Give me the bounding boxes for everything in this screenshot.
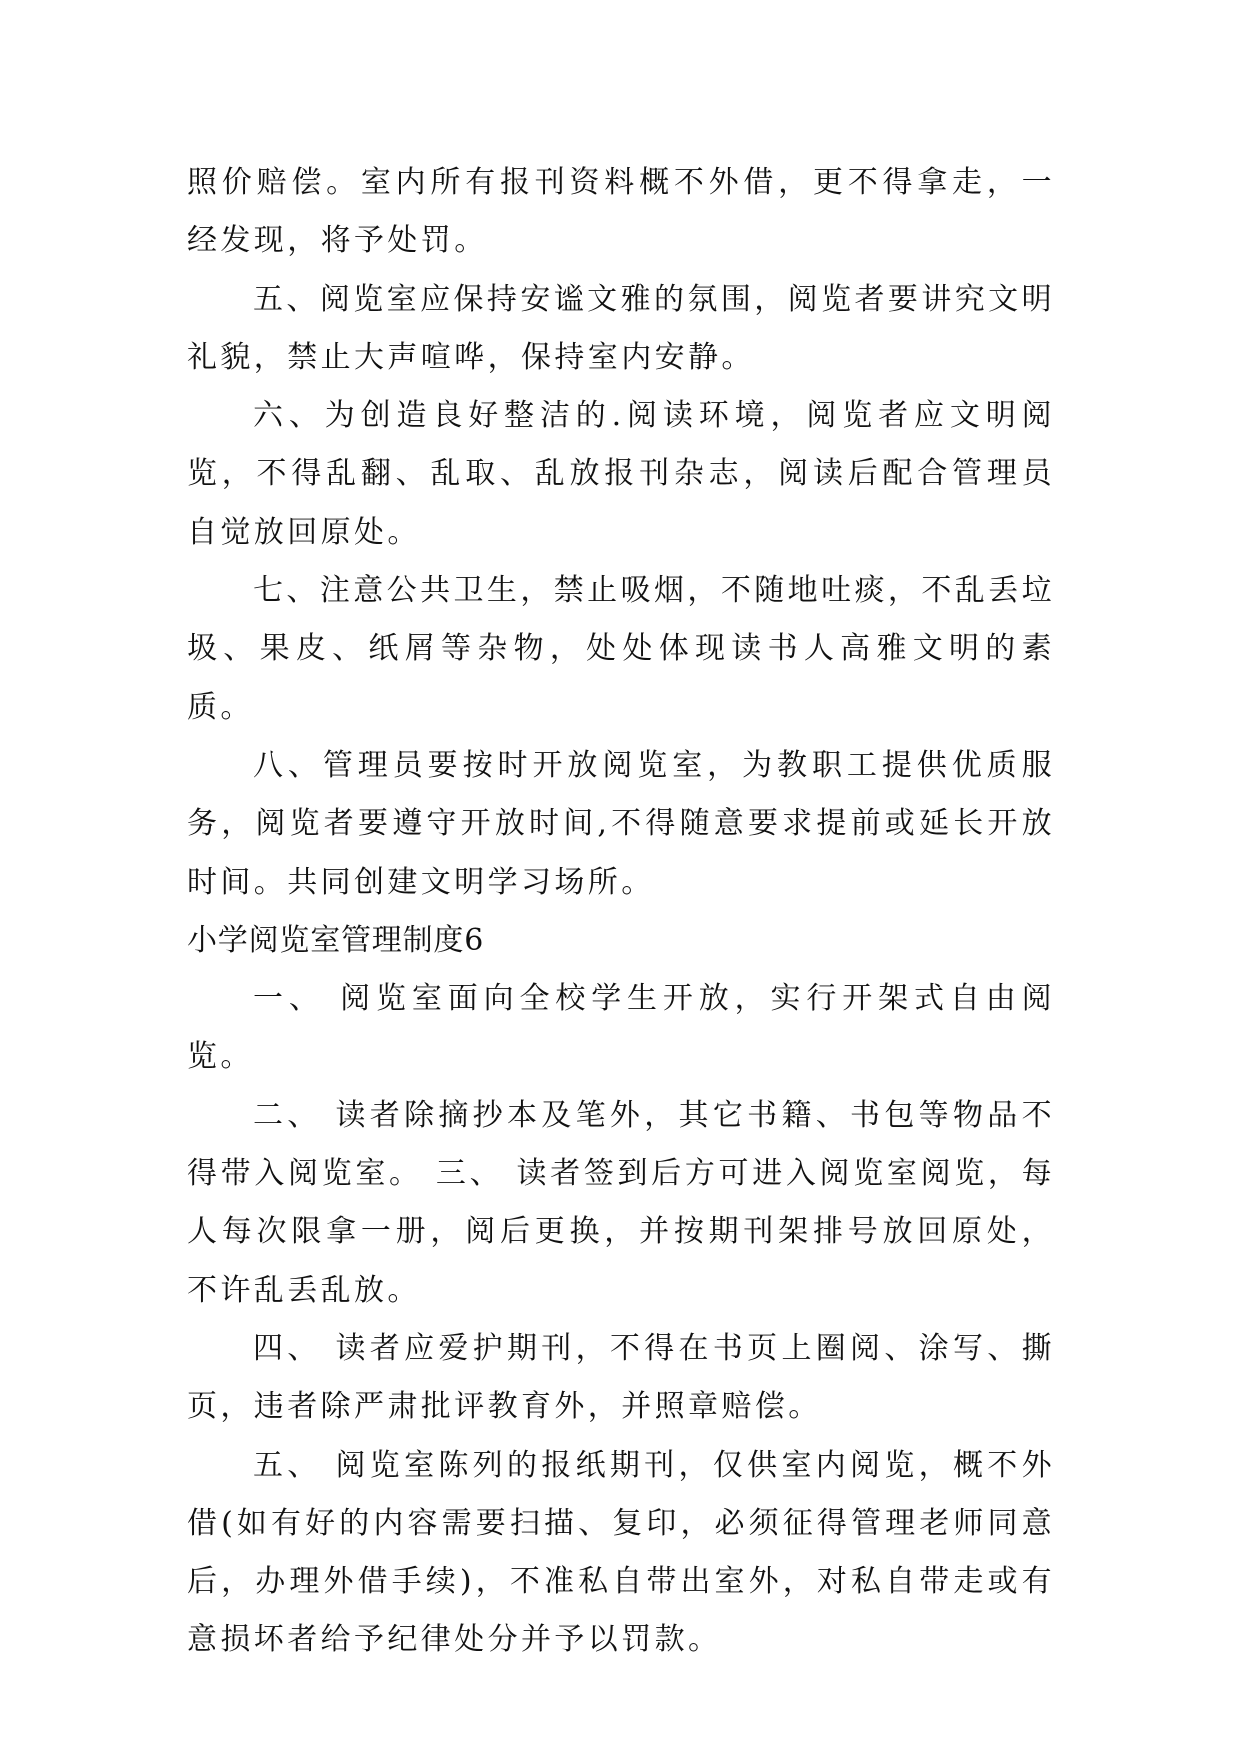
paragraph: 五、 阅览室陈列的报纸期刊，仅供室内阅览，概不外借(如有好的内容需要扫描、复印，必须征得管理老师同意后，办理外借手续)，不准私自带出室外，对私自带走或有意损坏者给予纪律处分并予以罚款。	[187, 1447, 1055, 1658]
paragraph: 一、 阅览室面向全校学生开放，实行开架式自由阅览。	[187, 981, 1055, 1075]
paragraph: 六、为创造良好整洁的.阅读环境，阅览者应文明阅览，不得乱翻、乱取、乱放报刊杂志，阅读后配合管理员自觉放回原处。	[187, 398, 1055, 550]
paragraph: 五、阅览室应保持安谧文雅的氛围，阅览者要讲究文明礼貌，禁止大声喧哗，保持室内安静。	[187, 281, 1055, 375]
paragraph: 八、管理员要按时开放阅览室，为教职工提供优质服务，阅览者要遵守开放时间,不得随意要求提前或延长开放时间。共同创建文明学习场所。	[187, 747, 1055, 900]
paragraph: 照价赔偿。室内所有报刊资料概不外借，更不得拿走，一经发现，将予处罚。	[187, 165, 1055, 259]
paragraph: 七、注意公共卫生，禁止吸烟，不随地吐痰，不乱丢垃圾、果皮、纸屑等杂物，处处体现读书人高雅文明的素质。	[187, 573, 1055, 725]
paragraph: 二、 读者除摘抄本及笔外，其它书籍、书包等物品不得带入阅览室。 三、 读者签到后方可进入阅览室阅览，每人每次限拿一册，阅后更换，并按期刊架排号放回原处，不许乱丢乱放。	[187, 1097, 1055, 1308]
section-title: 小学阅览室管理制度6	[187, 922, 485, 958]
document-body	[187, 154, 1055, 1670]
paragraph: 四、 读者应爱护期刊，不得在书页上圈阅、涂写、撕页，违者除严肃批评教育外，并照章赔偿。	[187, 1330, 1055, 1425]
